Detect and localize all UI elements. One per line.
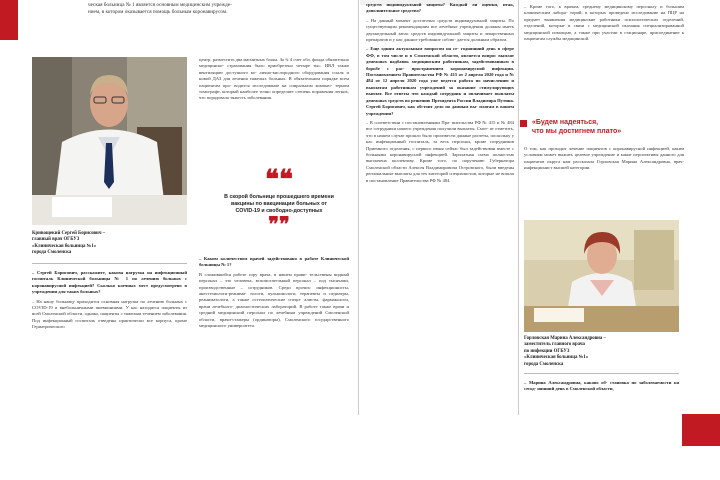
column-3-text bbox=[366, 2, 514, 187]
photo2-caption bbox=[524, 336, 684, 368]
column-3-paragraph-2: – В соответствии с постановлениями Пра- вительства РФ № 415 и № 484 все сотрудники нашего учреждения получили выплаты. Смот- ят отметить, что в нашем случае прошло было произвести данные расчеты, поскольку у нас инфекционный госпиталь, за весь персонал, кроме сотрудников Приемного отделения, с первого июня сейчас был задействован вместе с больными коронавирусной инфекцией. Зарплатная схема полностью выплачена коллективу. Кроме того, по поручению Губернатора Смоленской области Алексея Владимировича Островского, были введены региональные выплаты для тех категорий специалистов, которые не вошли в постановление Правительства РФ № 484. bbox=[366, 119, 514, 183]
section-heading-line-2: что мы достигнем плато» bbox=[532, 128, 622, 135]
column-2-paragraph-1: центр, разместить два магнитных блока. За ¾ 4 счет обл. фонда обязательно медицинско- страхования было приобретено четыре тыс. ИВЛ также вентиляцию доступного ко- лично-кислородного оборудования ссылк и новой ДАЗ для лечения тяжелых больных. В обязательном порядке всем пациентам про- водится исследование на спиральном компью- терном томографе, который наиболее точно определяет степень поражения легких, что порадовало тяжесть заболевания. bbox=[199, 57, 349, 101]
answer-2: В сложившейся работе гору врача, в нашем прави- тельствены видный персонал – это человека, вспомогательный персонал – под тысячами, производственные – сотрудников. Среди прочих: инфекционисты, анестезиологи-реанима- тологи, пульмонологи, терапевты и педиатры, реаниматологи, а также остеопатические специ- алисты, фармакологи, врачи лечебного- диагностических лабораторий. В работе также врачи и средний медицинский персонал по лечебным учреждений Смоленской области, врачи-стажеры (ординаторы), Смоленского государственного медицинского университета. bbox=[199, 271, 349, 329]
question-3: – Марина Александровна, каково об- становка по заболеваемости на сегод- няшний день в Смоленской области, bbox=[524, 380, 679, 392]
column-4-paragraph-2: О том, как проходит лечение пациентов с коронавирусной инфекцией, каким условиям может выжить целевое учреждение и какие перспективы данного для пациентов округа нам рассказала Горловская Марина Александровна, врач-инфекционист высшей категории. bbox=[524, 146, 684, 171]
divider-2 bbox=[524, 373, 679, 374]
photo1-caption bbox=[32, 231, 182, 257]
deputy-doctor-photo-image bbox=[524, 220, 679, 332]
column-1-text bbox=[32, 270, 187, 334]
question-1: – Сергей Борисович, расскажите, какова нагрузка на инфекционный госпиталь Клинической больницы № 1 по лечению больных с коронавирусной инфекцией? Сколько коечных мест предусмотрено в учреждении для таких больных? bbox=[32, 270, 187, 295]
column-3-paragraph-1: – На данный момент достаточно средств индивидуальной защиты. По существующим рекомендациям все лечебные учреждения должны иметь двухнедельный запас средств индивидуальной защиты и лекарственных препаратов и у нас данное требование соблю- дается должным образом. bbox=[366, 17, 514, 43]
intro-text bbox=[88, 2, 338, 16]
column-2-bottom-text bbox=[199, 256, 349, 332]
column-divider bbox=[358, 0, 359, 415]
photo-chief-doctor bbox=[32, 57, 187, 225]
red-accent-bar bbox=[0, 0, 18, 40]
intro-line-2: нием, в котором оказывается помощь больным коронавирусом. bbox=[88, 9, 228, 16]
photo2-caption-line-4: «Клиническая больница №1» bbox=[524, 355, 589, 361]
page-corner-mark bbox=[682, 414, 720, 446]
column-divider-2 bbox=[518, 0, 519, 415]
photo2-caption-line-1: Горловская Марина Александровна – bbox=[524, 336, 606, 341]
photo1-caption-line-4: города Смоленска bbox=[32, 250, 72, 256]
question-2: – Каким количеством врачей задействовано в работе Клинической больницы № 1? bbox=[199, 256, 349, 268]
column-4-paragraph-1: – Кроме того, к врачам, среднему медицинскому персоналу и большим клиническим лабора- торий, в которых проведено исследование на ПЦР на предмет выявления медицинские работники психологических отделений, отделений, которые в связи с медицинской оказания специализированной медицинской помощью, а также при участии в стационаре, присоединение к пациентам службы медицинской. bbox=[524, 4, 684, 42]
photo1-caption-line-2: главный врач ОГБУЗ bbox=[32, 237, 80, 243]
quote-open-icon: ❝❝ bbox=[265, 165, 293, 195]
divider bbox=[32, 263, 187, 264]
pull-quote bbox=[224, 165, 334, 248]
section-heading-line-1: «Будем надеяться, bbox=[532, 119, 599, 126]
photo-deputy-doctor bbox=[524, 220, 679, 332]
column-4-mid-text bbox=[524, 146, 684, 175]
chief-doctor-photo-image bbox=[32, 57, 187, 225]
column-4-top-text bbox=[524, 4, 684, 45]
column-3-lead: средств индивидуальной защиты? Каждый ли оценки, итак, дополнительное средство? bbox=[366, 2, 514, 14]
photo1-caption-line-3: «Клиническая больница №1» bbox=[32, 243, 97, 249]
intro-line-1: ческая больница № 1 является основным медицинским учрежде- bbox=[88, 2, 232, 8]
photo2-caption-line-2: заместитель главного врача bbox=[524, 342, 585, 348]
heading-square-icon bbox=[520, 120, 527, 127]
pull-quote-text: В скорой больнице прошедшего времени вакцины по вакцинации больных от COVID-19 и свободно-доступных bbox=[224, 194, 334, 214]
column-2-top-text bbox=[199, 57, 349, 105]
column-4-bottom-text bbox=[524, 380, 679, 396]
photo2-caption-line-3: по инфекции ОГБУЗ bbox=[524, 348, 570, 354]
column-3-question: – Еще одним актуальным вопросом на се- годняшний день в сфере ФФ, в том числе и в Смоленской области, является вопрос выплат денежных надбавок медицинским работникам, задействованным в борьбе с рас- пространением коронавирусной инфекции. Постановлением Правительства РФ № 415 от 2 апреля 2020 года и № 484 от 12 апреля 2020 года уже ведется работа по начислению и выплатам работникам учреждений за оказание стимулирующих выплат. Все ответы что каждый сотрудник и оплачивает выплаты денежных средств по решению Президента России Владимира Путина. Сергей Борисович, как обстоит дело по данным вы- платам в вашем учреждении? bbox=[366, 46, 514, 116]
answer-1: – На нашу больницу приходится основная нагрузка по лечению больных с COVID-19 и внебольничными пневмониями. У нас находятся пациенты из всей Смоленской области, однако, пациенты с тяжелым течением заболевания. Под инфекционный госпиталь отведены практически все корпуса, кроме Гериатрического bbox=[32, 298, 187, 330]
photo1-caption-line-1: Кривощекий Сергей Борисович – bbox=[32, 231, 106, 236]
photo2-caption-line-5: города Смоленска bbox=[524, 361, 564, 367]
quote-close-icon: ❞❞ bbox=[268, 212, 290, 236]
section-heading bbox=[532, 118, 621, 136]
